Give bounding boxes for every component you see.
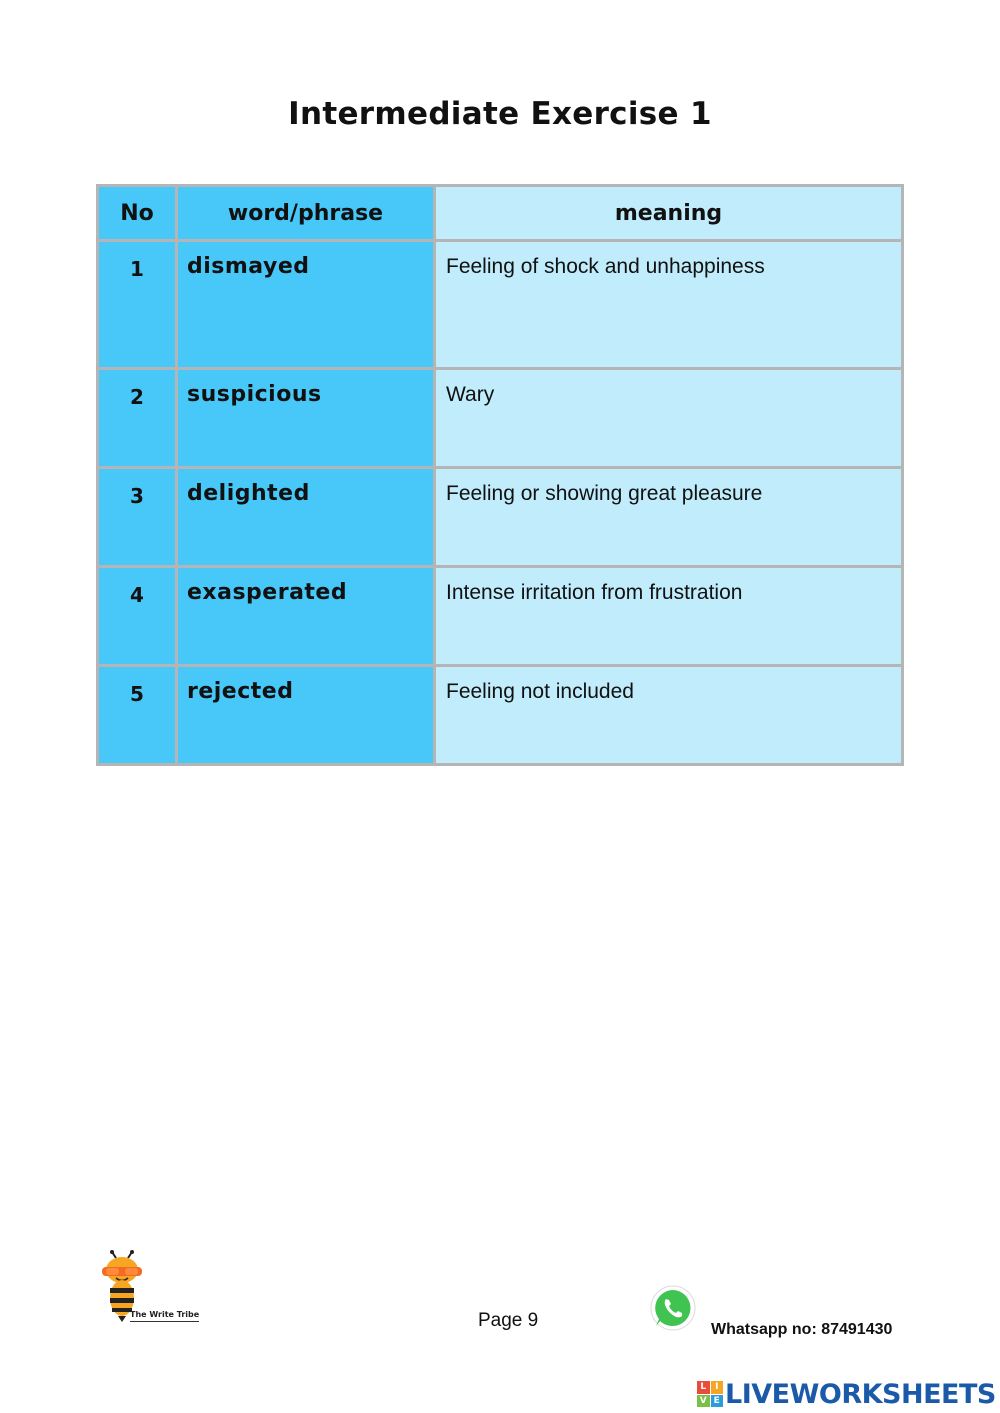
table-row <box>98 567 903 666</box>
row-word: delighted <box>177 468 435 567</box>
row-number: 2 <box>98 369 177 468</box>
liveworksheets-watermark <box>697 1377 996 1411</box>
badge-letter: L <box>697 1381 710 1394</box>
table-row <box>98 468 903 567</box>
row-meaning[interactable]: Feeling not included <box>435 666 903 765</box>
row-meaning[interactable]: Feeling of shock and unhappiness <box>435 241 903 369</box>
table-header-row <box>98 186 903 241</box>
row-word: rejected <box>177 666 435 765</box>
page-title: Intermediate Exercise 1 <box>288 96 712 132</box>
vocabulary-table <box>96 184 904 766</box>
header-no: No <box>98 186 177 241</box>
table-row <box>98 241 903 369</box>
badge-letter: E <box>711 1395 724 1408</box>
row-word: suspicious <box>177 369 435 468</box>
row-number: 5 <box>98 666 177 765</box>
header-word-phrase: word/phrase <box>177 186 435 241</box>
liveworksheets-text: LIVEWORKSHEETS <box>725 1378 996 1410</box>
row-number: 1 <box>98 241 177 369</box>
badge-letter: V <box>697 1395 710 1408</box>
row-word: dismayed <box>177 241 435 369</box>
whatsapp-icon <box>649 1284 697 1332</box>
whatsapp-number: Whatsapp no: 87491430 <box>711 1321 893 1338</box>
header-meaning: meaning <box>435 186 903 241</box>
logo-text: The Write Tribe <box>130 1310 199 1322</box>
page-number: Page 9 <box>478 1310 539 1331</box>
row-meaning[interactable]: Wary <box>435 369 903 468</box>
badge-letter: I <box>711 1381 724 1394</box>
row-word: exasperated <box>177 567 435 666</box>
table-row <box>98 666 903 765</box>
liveworksheets-badge-icon <box>697 1381 723 1407</box>
row-meaning[interactable]: Feeling or showing great pleasure <box>435 468 903 567</box>
row-meaning[interactable]: Intense irritation from frustration <box>435 567 903 666</box>
row-number: 4 <box>98 567 177 666</box>
table-row <box>98 369 903 468</box>
row-number: 3 <box>98 468 177 567</box>
